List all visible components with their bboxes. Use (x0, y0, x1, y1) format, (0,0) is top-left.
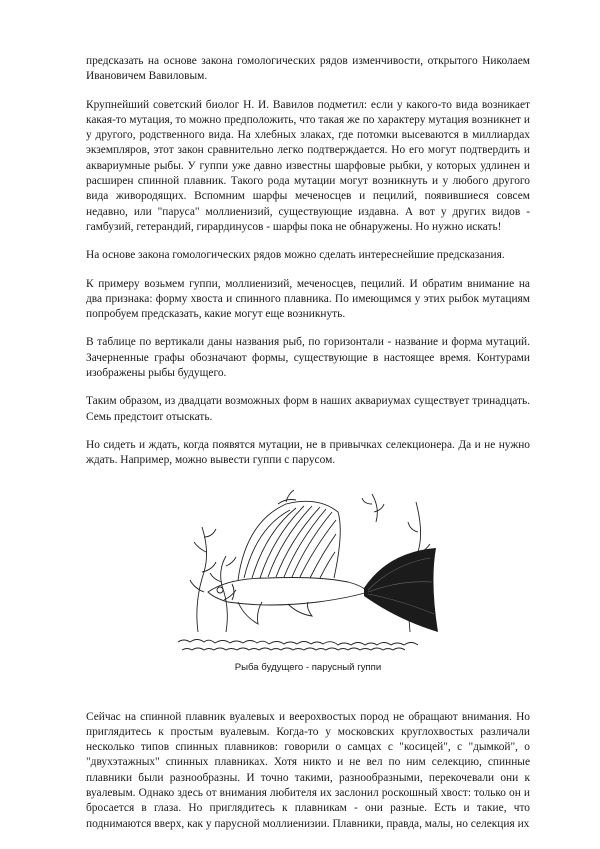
sail-guppy-illustration (168, 482, 448, 660)
document-page (86, 54, 530, 845)
paragraph: Сейчас на спинной плавник вуалевых и веерохвостых пород не обращают внимания. Но приглядитесь к простым вуалевым. Когда-то у московских круглохвостых различали несколько типов спинных плавников: говорили о самцах с "косицей", с "дымкой", о "двухэтажных" спинных плавниках. Хотя никто и не вел по ним селекцию, спинные плавники были разнообразны. И точно такими, разнообразными, перекочевали они к вуалевым. Однако здесь от внимания любителя их заслонил роскошный хвост: только он и бросается в глаза. Но приглядитесь к плавникам - они разные. Есть и такие, что поднимаются вверх, как у парусной моллиенизии. Плавники, правда, малы, но селекция их (86, 710, 530, 830)
figure-caption: Рыба будущего - парусный гуппи (234, 661, 382, 673)
paragraph: предсказать на основе закона гомологических рядов изменчивости, открытого Николаем Ивановичем Вавиловым. (86, 55, 530, 83)
paragraph: На основе закона гомологических рядов можно сделать интереснейшие предсказания. (86, 249, 505, 262)
figure (86, 482, 530, 682)
paragraph: К примеру возьмем гуппи, моллиенизий, меченосцев, пецилий. И обратим внимание на два признака: форму хвоста и спинного плавника. По имеющимся у этих рыбок мутациям попробуем предсказать, какие могут еще возникнуть. (86, 277, 530, 321)
paragraph: Крупнейший советский биолог Н. И. Вавилов подметил: если у какого-то вида возникает какая-то мутация, то можно предположить, что такая же по характеру мутация возникнет и у другого, родственного вида. На хлебных злаках, где потомки высеваются в миллиардах экземпляров, этот закон сравнительно легко подтверждается. Но его могут подтвердить и аквариумные рыбы. У гуппи уже давно известны шарфовые рыбки, у которых удлинен и расширен спинной плавник. Такого рода мутации могут возникнуть и у любого другого вида живородящих. Вспомним шарфы меченосцев и пецилий, появившиеся совсем недавно, или "паруса" моллиенизий, существующие издавна. А вот у других видов - гамбузий, гетерандий, гирардинусов - шарфы пока не обнаружены. Но нужно искать! (86, 98, 530, 233)
paragraph: В таблице по вертикали даны названия рыб, по горизонтали - название и форма мутаций. Зачерненные графы обозначают формы, существующие в настоящее время. Контурами изображены рыбы будущего. (86, 336, 530, 380)
paragraph: Но сидеть и ждать, когда появятся мутации, не в привычках селекционера. Да и не нужно ждать. Например, можно вывести гуппи с парусом. (86, 438, 530, 467)
paragraph: Таким образом, из двадцати возможных форм в наших аквариумах существует тринадцать. Семь предстоит отыскать. (86, 395, 530, 423)
